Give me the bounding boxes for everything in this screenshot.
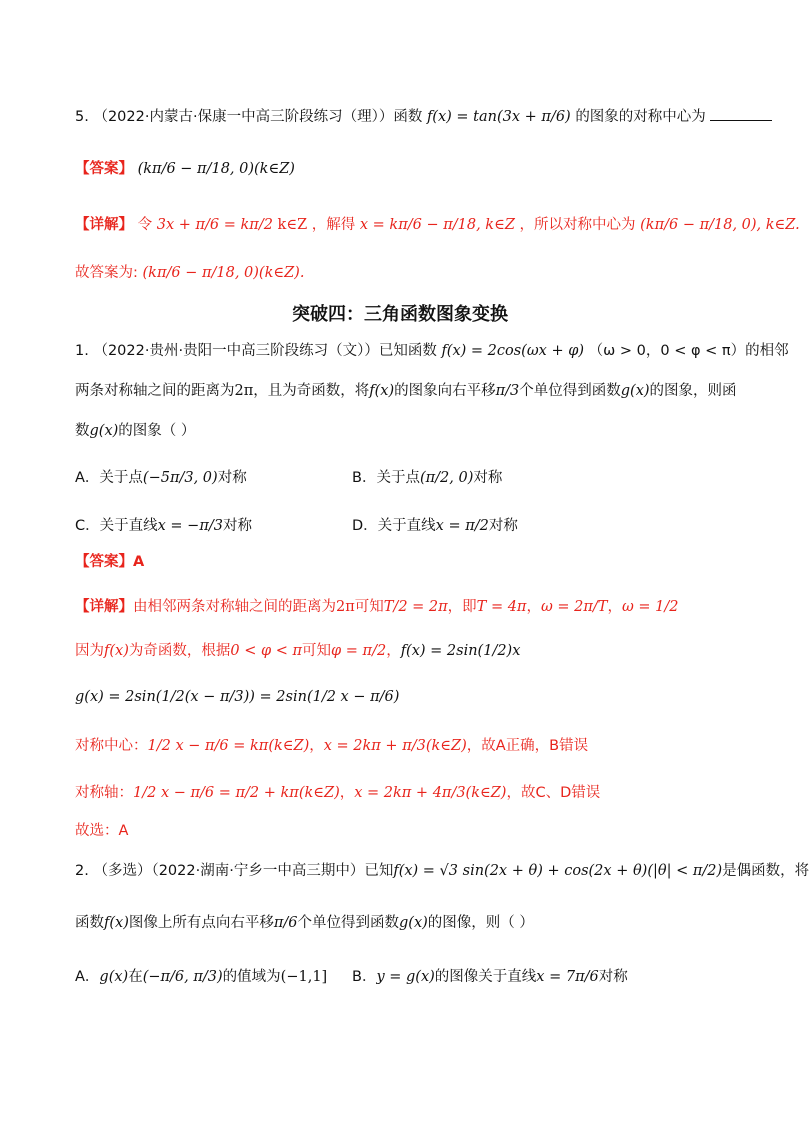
q5-detail-text1: 令: [137, 217, 153, 233]
q5-prompt: 的图象的对称中心为: [575, 109, 706, 125]
q1-detail2-phi: φ = π/2: [331, 643, 387, 659]
q1-option-a-end: 对称: [217, 470, 247, 486]
q1-option-a[interactable]: [75, 467, 247, 489]
q5-detail: [75, 214, 800, 236]
q2-option-a[interactable]: [75, 966, 327, 988]
q1-option-b[interactable]: [352, 467, 502, 489]
q5-detail-tag: 【详解】: [75, 217, 133, 233]
q1-option-d-label: D．关于直线: [352, 518, 436, 534]
q1-detail-omega-formula: ω = 2π/T: [540, 599, 608, 615]
q5-detail-kz: k∈Z: [277, 217, 308, 233]
q2-multi-tag: （多选）: [93, 863, 152, 879]
q1-detail2-comma: ，: [386, 643, 401, 659]
q2-option-a-label: A．: [75, 969, 100, 985]
q1-option-a-value: (−5π/3, 0): [142, 470, 218, 486]
q2-option-b-text1: 的图像关于直线: [434, 969, 537, 985]
q5-answer: [75, 158, 740, 180]
q1-detail2-fx-formula: f(x) = 2sin(1/2)x: [400, 643, 521, 659]
q2-line2-gx: g(x): [399, 915, 428, 931]
q5-answer-value: (kπ/6 − π/18, 0)(k∈Z): [137, 161, 295, 177]
q2-option-a-text1: 在: [128, 969, 143, 985]
q2-source: （2022·湖南·宁乡一中高三期中）已知: [151, 863, 394, 879]
q1-detail5-conclusion: ，故C、D错误: [506, 785, 601, 801]
q1-detail2-range: 0 < φ < π: [230, 643, 303, 659]
q1-detail2-fx: f(x): [104, 643, 129, 659]
q5-stem: [75, 106, 740, 128]
q2-number: 2.: [75, 863, 89, 879]
q2-line2-text1: 函数: [75, 915, 104, 931]
q2-option-b[interactable]: [352, 966, 628, 988]
q5-detail-center: (kπ/6 − π/18, 0), k∈Z.: [640, 217, 800, 233]
q5-source: （2022·内蒙古·保康一中高三阶段练习（理））函数: [93, 109, 423, 125]
q5-final-label: 故答案为:: [75, 265, 138, 281]
q1-detail-line4: [75, 735, 740, 757]
q1-detail-text2: 可知: [354, 599, 384, 615]
q2-option-b-gx: y = g(x): [376, 969, 435, 985]
q1-stem-line1: [75, 340, 789, 362]
q1-line2-text2: ，且为奇函数，将: [253, 383, 370, 399]
q5-detail-equation: 3x + π/6 = kπ/2: [156, 217, 273, 233]
q1-stem-line3: [75, 420, 740, 442]
q2-stem-line1: [75, 860, 809, 882]
q1-final-text: 故选：A: [75, 823, 129, 839]
q1-detail4-comma: ，: [309, 738, 324, 754]
q1-detail4-solution: x = 2kπ + π/3(k∈Z): [323, 738, 467, 754]
q1-option-c-value: x = −π/3: [157, 518, 223, 534]
q2-condition: (|θ| < π/2): [647, 863, 723, 879]
q1-detail-text1: 由相邻两条对称轴之间的距离为: [133, 599, 336, 615]
q1-option-b-label: B．关于点: [352, 470, 420, 486]
q2-option-b-label: B．: [352, 969, 377, 985]
q1-option-d-value: x = π/2: [435, 518, 489, 534]
q2-line2-fx: f(x): [104, 915, 129, 931]
q2-option-b-line: x = 7π/6: [536, 969, 599, 985]
q1-detail-line1: [75, 596, 740, 618]
q5-number: 5.: [75, 109, 89, 125]
q1-option-b-end: 对称: [473, 470, 503, 486]
q1-detail3-gx-formula: g(x) = 2sin(1/2(x − π/3)) = 2sin(1/2 x − π/6): [75, 689, 400, 705]
q1-line2-fx: f(x): [369, 383, 395, 399]
q1-detail-omega-value: ω = 1/2: [621, 599, 679, 615]
q1-final: [75, 820, 740, 842]
section-title: 突破四：三角函数图象变换: [292, 304, 508, 325]
q1-line3-text2: 的图象（ ）: [118, 423, 196, 439]
q1-detail-comma2: ，: [607, 599, 622, 615]
q1-line3-gx: g(x): [89, 423, 119, 439]
q5-detail-solution: x = kπ/6 − π/18, k∈Z: [359, 217, 515, 233]
q2-option-a-gx: g(x): [99, 969, 129, 985]
q1-option-d[interactable]: [352, 515, 518, 537]
q1-detail4-conclusion: ，故A正确，B错误: [466, 738, 589, 754]
q2-line2-text4: 的图像，则（ ）: [427, 915, 534, 931]
q1-condition: （ω > 0，0 < φ < π）的相邻: [588, 343, 789, 359]
q1-option-d-end: 对称: [488, 518, 518, 534]
q1-detail-line2: [75, 640, 740, 662]
q5-detail-text3: ，所以对称中心为: [519, 217, 636, 233]
q2-function: f(x) = √3 sin(2x + θ) + cos(2x + θ): [393, 863, 648, 879]
q1-detail-line3: [75, 686, 740, 708]
q1-line3-text1: 数: [75, 423, 90, 439]
q1-line2-text3: 的图象向右平移: [394, 383, 496, 399]
q1-detail2-text2: 为奇函数，根据: [128, 643, 231, 659]
q2-option-b-end: 对称: [598, 969, 628, 985]
q2-line2-text2: 图像上所有点向右平移: [128, 915, 274, 931]
q1-option-c-end: 对称: [222, 518, 252, 534]
q1-detail-half-period: T/2 = 2π: [383, 599, 448, 615]
q2-option-a-range: (−1,1]: [280, 969, 328, 985]
q1-stem-line2: [75, 380, 740, 402]
q2-option-a-text2: 的值域为: [222, 969, 281, 985]
q1-option-c[interactable]: [75, 515, 252, 537]
q1-line2-gx: g(x): [620, 383, 650, 399]
q1-detail5-equation: 1/2 x − π/6 = π/2 + kπ(k∈Z): [133, 785, 340, 801]
q1-detail-line5: [75, 782, 740, 804]
q1-detail4-label: 对称中心：: [75, 738, 148, 754]
q1-option-c-label: C．关于直线: [75, 518, 158, 534]
q2-line1-end: 是偶函数，将: [722, 863, 809, 879]
q1-detail5-label: 对称轴：: [75, 785, 133, 801]
q5-answer-tag: 【答案】: [75, 161, 133, 177]
q1-detail-tag: 【详解】: [75, 599, 133, 615]
q1-answer: [75, 551, 740, 573]
q1-detail2-text3: 可知: [302, 643, 332, 659]
q1-line2-shift: π/3: [495, 383, 520, 399]
q1-detail5-solution: x = 2kπ + 4π/3(k∈Z): [354, 785, 507, 801]
q1-detail-text3: ，即: [447, 599, 477, 615]
q5-final-answer: (kπ/6 − π/18, 0)(k∈Z).: [142, 265, 305, 281]
q1-detail2-text1: 因为: [75, 643, 104, 659]
q1-detail-distance: 2π: [336, 599, 355, 615]
q1-option-a-label: A．关于点: [75, 470, 143, 486]
q1-line2-text5: 的图象，则函: [649, 383, 737, 399]
q1-line2-text1: 两条对称轴之间的距离为: [75, 383, 235, 399]
q5-answer-blank: [710, 106, 772, 121]
q5-function: f(x) = tan(3x + π/6): [426, 109, 571, 125]
q1-detail-period: T = 4π: [476, 599, 527, 615]
q1-line2-distance: 2π: [234, 383, 254, 399]
q1-option-b-value: (π/2, 0): [419, 470, 474, 486]
q1-line2-text4: 个单位得到函数: [519, 383, 621, 399]
q2-line2-shift: π/6: [273, 915, 298, 931]
q5-detail-text2: ，解得: [311, 217, 356, 233]
q2-stem-line2: [75, 912, 740, 934]
q1-source: （2022·贵州·贵阳一中高三阶段练习（文））已知函数: [93, 343, 437, 359]
q1-detail-comma1: ，: [526, 599, 541, 615]
q1-number: 1.: [75, 343, 89, 359]
q5-final: [75, 262, 740, 284]
q2-line2-text3: 个单位得到函数: [297, 915, 399, 931]
q1-detail5-comma: ，: [339, 785, 355, 801]
q1-detail4-equation: 1/2 x − π/6 = kπ(k∈Z): [147, 738, 310, 754]
q1-answer-tag: 【答案】A: [75, 554, 145, 570]
q2-option-a-interval: (−π/6, π/3): [142, 969, 223, 985]
q1-function: f(x) = 2cos(ωx + φ): [441, 343, 585, 359]
